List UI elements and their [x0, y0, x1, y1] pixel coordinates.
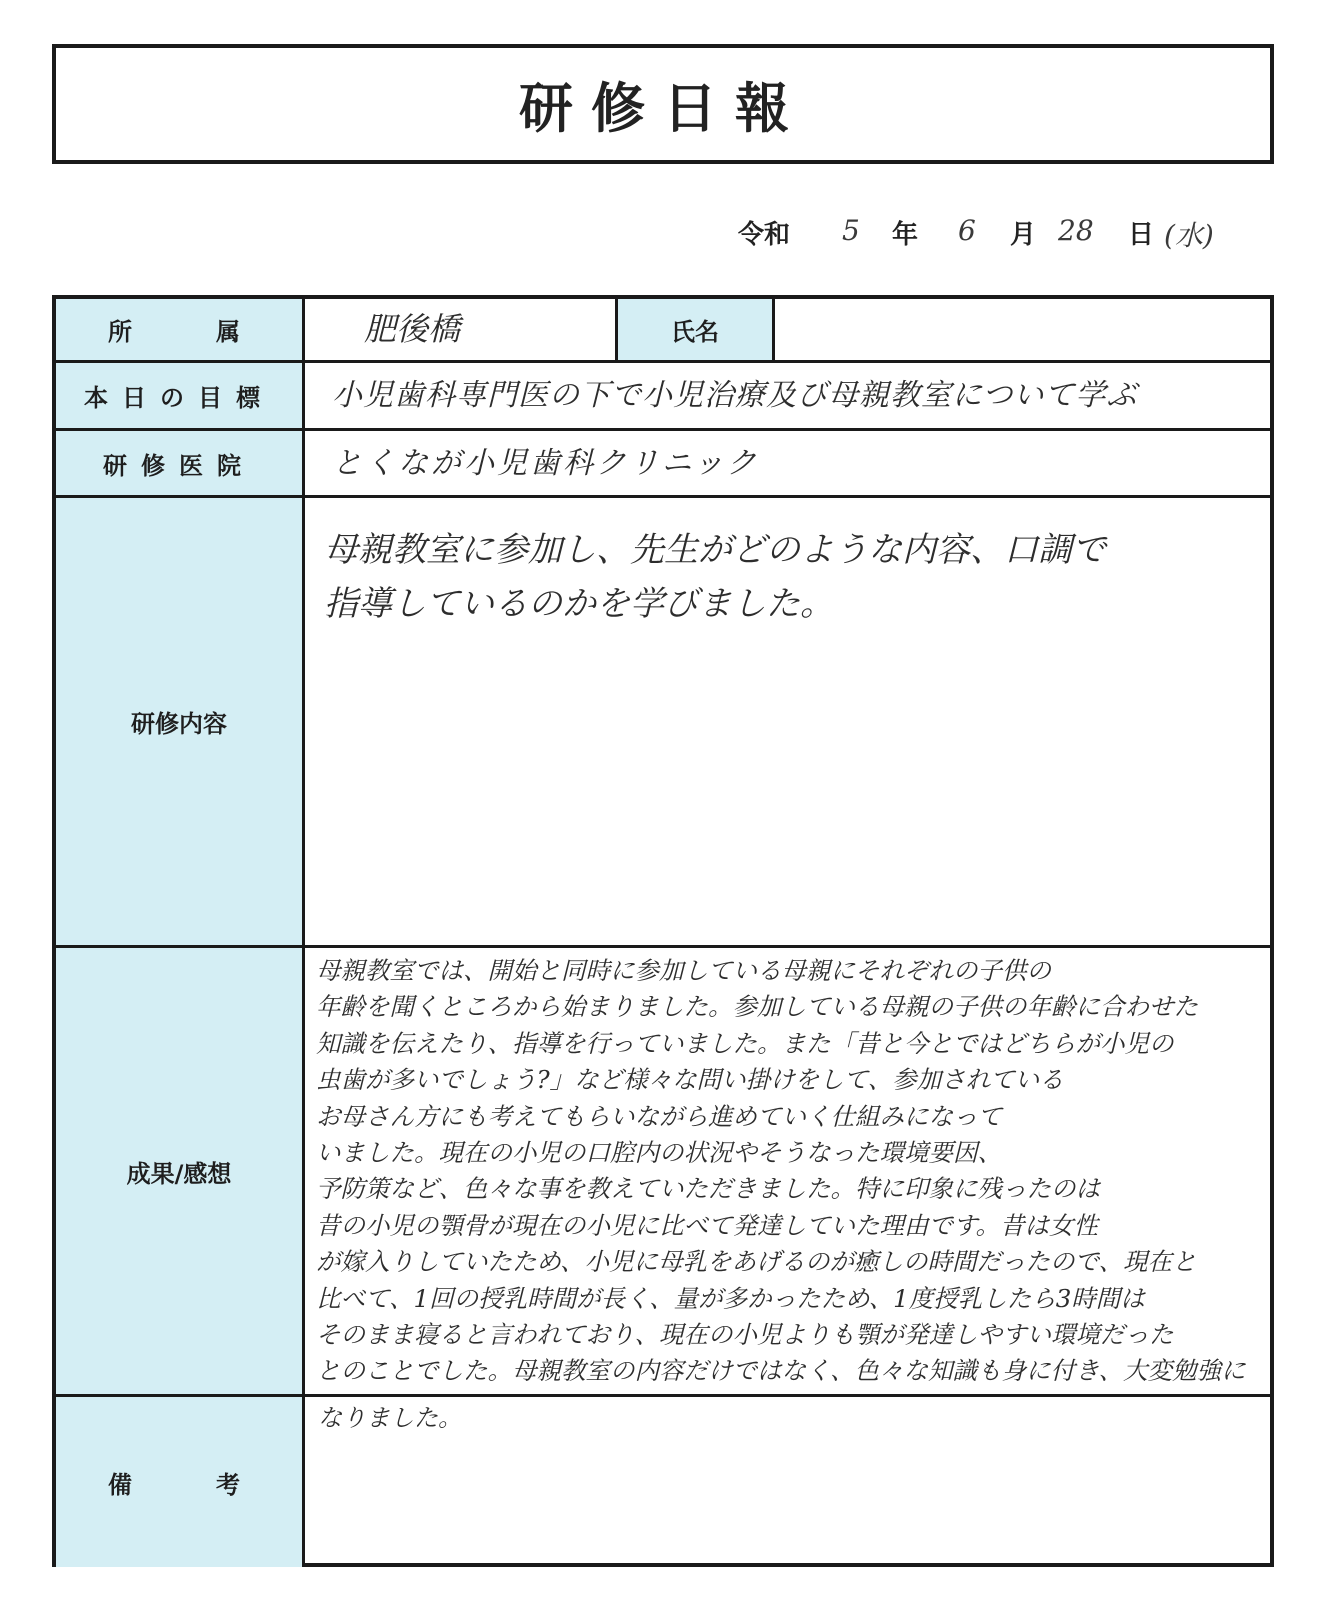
content-text: [324, 523, 1264, 643]
day-value: 28: [1058, 214, 1094, 247]
result-line: いました。現在の小児の口腔内の状況やそうなった環境要因、: [316, 1138, 1002, 1168]
result-text: [316, 953, 1268, 1393]
report-form: [52, 295, 1274, 1567]
name-label: 氏名: [618, 299, 772, 360]
year-value: 5: [842, 214, 860, 247]
month-label: 月: [1010, 220, 1037, 250]
column-divider: [302, 299, 305, 1567]
result-line: 予防策など、色々な事を教えていただきました。特に印象に残ったのは: [316, 1174, 1100, 1204]
row-divider: [56, 495, 1274, 498]
result-label: 成果/感想: [56, 948, 302, 1394]
clinic-label: 研修医院: [56, 431, 302, 495]
result-line: 年齢を聞くところから始まりました。参加している母親の子供の年齢に合わせた: [316, 992, 1198, 1022]
result-line: 比べて、1回の授乳時間が長く、量が多かったため、1度授乳したら3時間は: [316, 1283, 1145, 1313]
result-line: とのことでした。母親教室の内容だけではなく、色々な知識も身に付き、大変勉強に: [316, 1356, 1246, 1386]
affiliation-value: 肥後橋: [364, 310, 461, 348]
result-line: 母親教室では、開始と同時に参加している母親にそれぞれの子供の: [316, 956, 1051, 985]
goal-value: 小児歯科専門医の下で小児治療及び母親教室について学ぶ: [332, 378, 1138, 413]
name-divider-left: [615, 299, 618, 360]
name-divider-right: [772, 299, 775, 360]
weekday-value: (水): [1164, 219, 1214, 252]
result-line: そのまま寝ると言われており、現在の小児よりも顎が発達しやすい環境だった: [316, 1320, 1174, 1350]
clinic-value: とくなが小児歯科クリニック: [332, 446, 760, 481]
remarks-label-left: 備: [108, 1470, 132, 1499]
page-title: 研修日報: [519, 76, 807, 140]
affiliation-label: [56, 299, 302, 360]
goal-label: 本日の目標: [56, 363, 302, 428]
era-label: 令和: [738, 220, 791, 250]
name-value: [784, 305, 1264, 355]
result-line: お母さん方にも考えてもらいながら進めていく仕組みになって: [316, 1101, 1002, 1131]
title-box: [52, 44, 1274, 164]
remarks-label-right: 考: [216, 1470, 240, 1499]
year-label: 年: [892, 220, 919, 250]
row-divider: [56, 1394, 1274, 1397]
remarks-label: [56, 1397, 302, 1567]
remarks-line: なりました。: [318, 1404, 462, 1432]
result-line: 虫歯が多いでしょう?」など様々な問い掛けをして、参加されている: [316, 1065, 1064, 1095]
day-label: 日: [1128, 220, 1155, 250]
content-line: 母親教室に参加し、先生がどのような内容、口調で: [324, 530, 1106, 570]
row-divider: [56, 428, 1274, 431]
row-divider: [56, 360, 1274, 363]
remarks-text: [318, 1401, 1258, 1461]
date-row: [700, 214, 1280, 258]
content-label: 研修内容: [56, 498, 302, 945]
result-line: が嫁入りしていたため、小児に母乳をあげるのが癒しの時間だったので、現在と: [316, 1247, 1197, 1277]
result-line: 知識を伝えたり、指導を行っていました。また「昔と今とではどちらが小児の: [316, 1028, 1174, 1058]
result-line: 昔の小児の顎骨が現在の小児に比べて発達していた理由です。昔は女性: [316, 1210, 1099, 1240]
content-line: 指導しているのかを学びました。: [324, 584, 834, 624]
affiliation-label-right: 属: [216, 318, 240, 346]
affiliation-label-left: 所: [108, 318, 132, 346]
row-divider: [56, 945, 1274, 948]
month-value: 6: [958, 214, 976, 247]
